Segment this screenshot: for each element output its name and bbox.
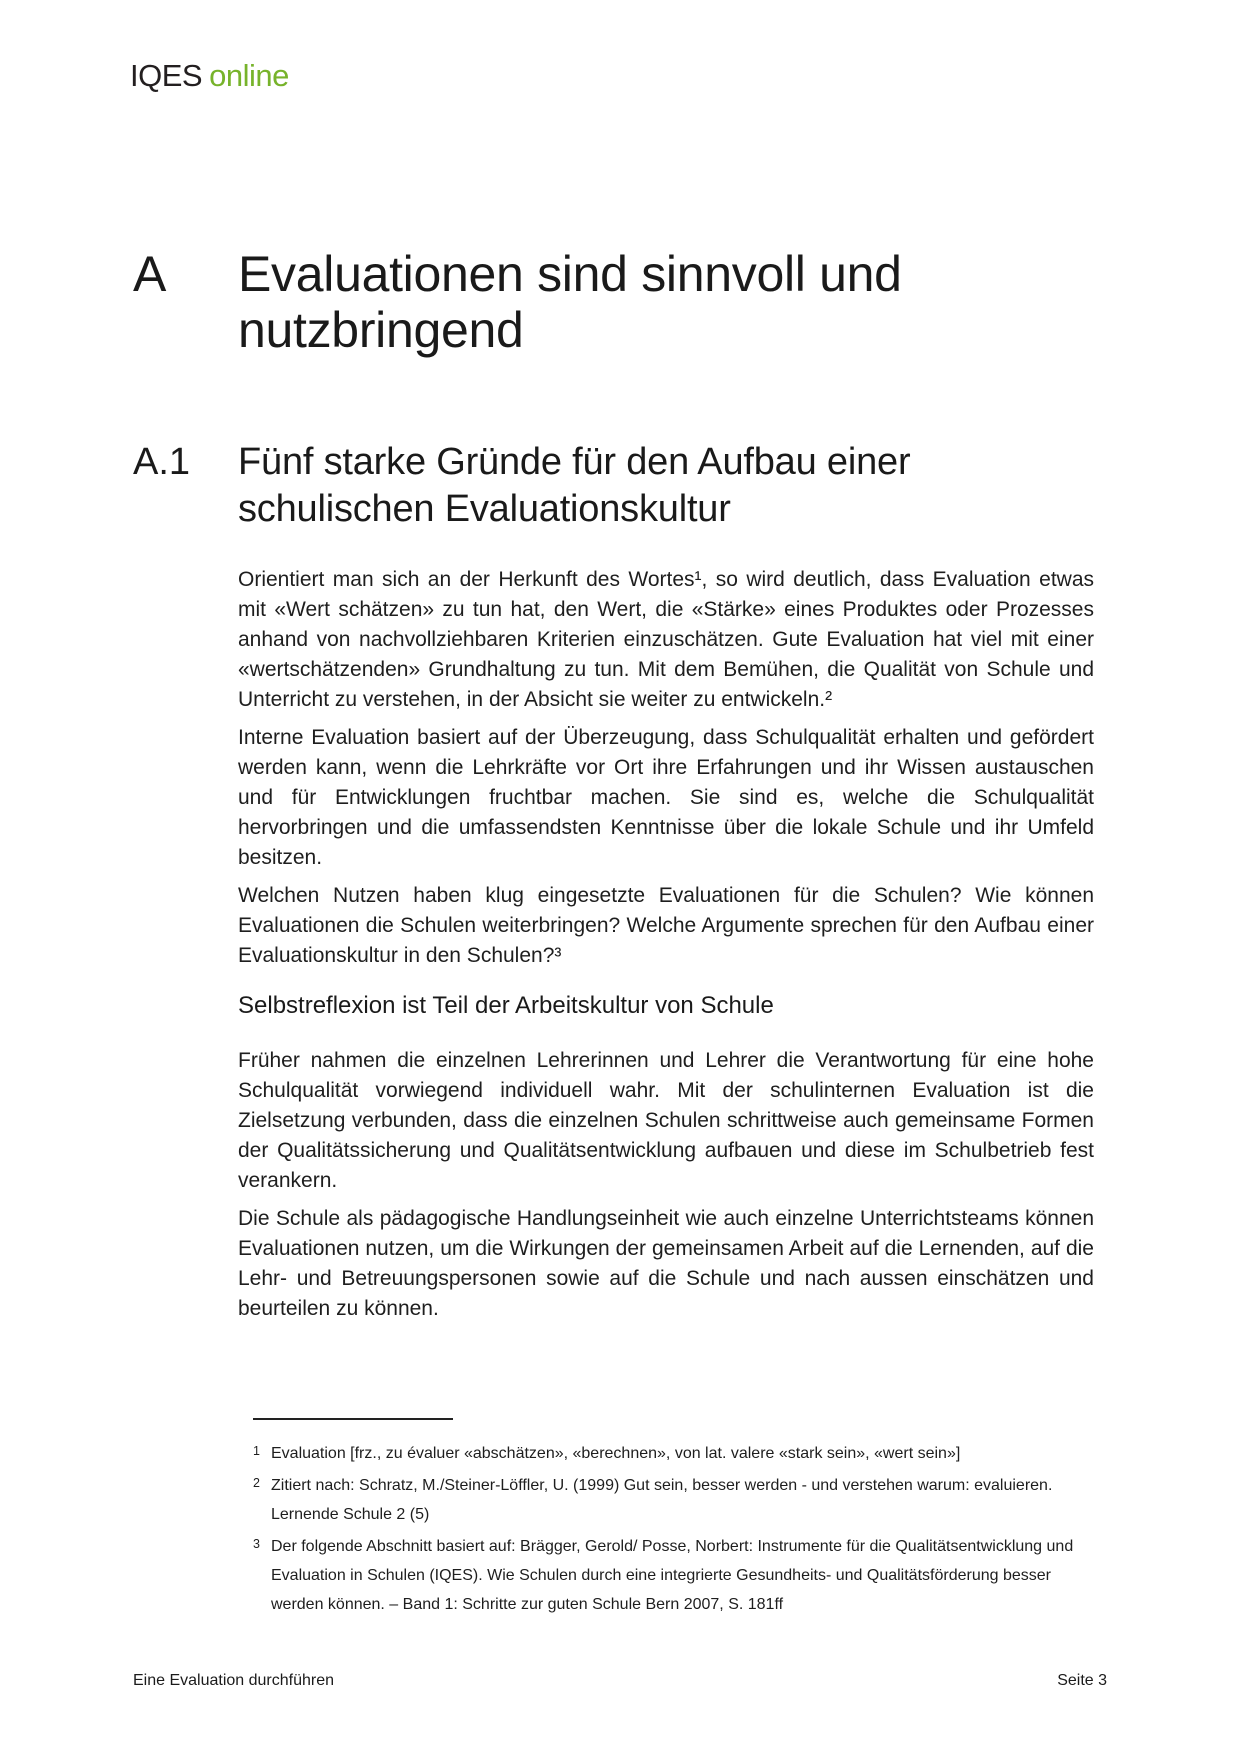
footnotes-block	[253, 1418, 1101, 1622]
page-footer	[133, 1672, 1107, 1690]
section-title: Fünf starke Gründe für den Aufbau einer schulischen Evaluationskultur	[238, 441, 911, 530]
body-text	[238, 565, 1094, 1332]
section-heading	[133, 439, 1008, 533]
footer-document-title: Eine Evaluation durchführen	[133, 1672, 335, 1689]
footnote-2-number: 2	[253, 1476, 260, 1490]
footnote-1-text: Evaluation [frz., zu évaluer «abschätzen», «berechnen», von lat. valere «stark sein», «wert sein»]	[271, 1445, 961, 1462]
paragraph-subsection-2: Die Schule als pädagogische Handlungseinheit wie auch einzelne Unterrichtsteams können Evaluationen nutzen, um die Wirkungen der gemeinsamen Arbeit auf die Lernenden, auf die Lehr- und Betreuungspersonen sowie auf die Schule und nach aussen einschätzen und beurteilen zu können.	[238, 1207, 1094, 1320]
subsection-heading: Selbstreflexion ist Teil der Arbeitskultur von Schule	[238, 992, 774, 1019]
paragraph-intro-2: Interne Evaluation basiert auf der Überzeugung, dass Schulqualität erhalten und gefördert werden kann, wenn die Lehrkräfte vor Ort ihre Erfahrungen und ihr Wissen austauschen und für Entwicklungen fruchtbar machen. Sie sind es, welche die Schulqualität hervorbringen und die umfassendsten Kenntnisse über die lokale Schule und ihr Umfeld besitzen.	[238, 726, 1094, 869]
footnote-3-text: Der folgende Abschnitt basiert auf: Brägger, Gerold/ Posse, Norbert: Instrumente für die Qualitätsentwicklung und Evaluation in Schulen (IQES). Wie Schulen durch eine integrierte Gesundheits- und Qualitätsförderung besser werden können. – Band 1: Schritte zur guten Schule Bern 2007, S. 181ff	[271, 1538, 1074, 1613]
footnote-1	[253, 1439, 1101, 1468]
footnote-2	[253, 1471, 1101, 1529]
footer-page-number: Seite 3	[1057, 1672, 1107, 1689]
chapter-title: Evaluationen sind sinnvoll und nutzbringend	[238, 246, 902, 358]
iqes-logo	[130, 58, 289, 94]
paragraph-intro-1: Orientiert man sich an der Herkunft des Wortes¹, so wird deutlich, dass Evaluation etwas mit «Wert schätzen» zu tun hat, den Wert, die «Stärke» eines Produktes oder Prozesses anhand von nachvollziehbaren Kriterien einzuschätzen. Gute Evaluation hat viel mit einer «wertschätzenden» Grundhaltung zu tun. Mit dem Bemühen, die Qualität von Schule und Unterricht zu verstehen, in der Absicht sie weiter zu entwickeln.²	[238, 568, 1094, 711]
logo-text-online: online	[209, 58, 289, 93]
footnote-3-number: 3	[253, 1537, 260, 1551]
paragraph-subsection-1: Früher nahmen die einzelnen Lehrerinnen und Lehrer die Verantwortung für eine hohe Schulqualität vorwiegend individuell wahr. Mit der schulinternen Evaluation ist die Zielsetzung verbunden, dass die einzelnen Schulen schrittweise auch gemeinsame Formen der Qualitätssicherung und Qualitätsentwicklung aufbauen und diese im Schulbetrieb fest verankern.	[238, 1049, 1094, 1192]
paragraph-intro-3: Welchen Nutzen haben klug eingesetzte Evaluationen für die Schulen? Wie können Evaluationen die Schulen weiterbringen? Welche Argumente sprechen für den Aufbau einer Evaluationskultur in den Schulen?³	[238, 884, 1094, 967]
footnote-separator-rule	[253, 1418, 453, 1420]
section-number: A.1	[133, 441, 191, 483]
logo-text-iqes: IQES	[130, 58, 203, 93]
chapter-heading	[133, 246, 998, 358]
footnote-3	[253, 1532, 1101, 1619]
footnote-1-number: 1	[253, 1444, 260, 1458]
chapter-number: A	[133, 246, 167, 302]
footnote-2-text: Zitiert nach: Schratz, M./Steiner-Löffler, U. (1999) Gut sein, besser werden - und verstehen warum: evaluieren. Lernende Schule 2 (5)	[271, 1477, 1053, 1523]
